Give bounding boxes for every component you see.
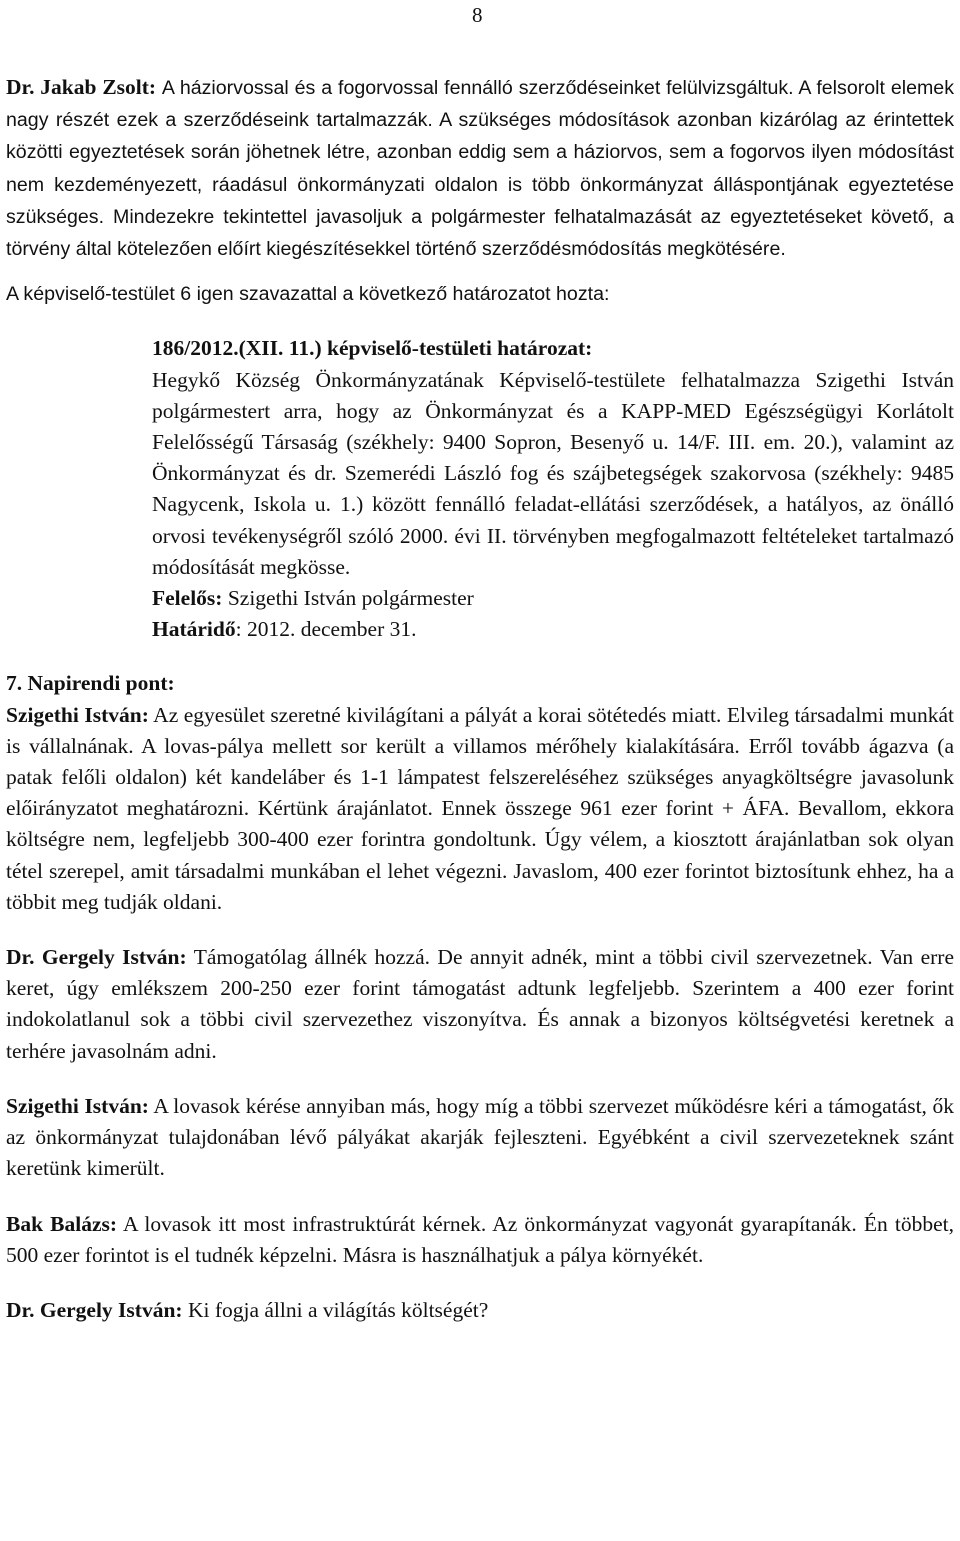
speaker-name: Szigethi István: [6, 702, 149, 727]
paragraph-text: Az egyesület szeretné kivilágítani a pályát a korai sötétedés miatt. Elvileg társadalmi munkát is vállalnának. A lovas-pálya mellett sor került a villamos mérőhely kialakítására. Erről tovább ágazva (a patak felőli oldalon) két kandeláber és 1-1 lámpatest felszereléséhez szükséges anyagköltségre javasolunk előirányzatot meghatározni. Kértünk árajánlatot. Ennek összege 961 ezer forint + ÁFA. Bevallom, ekkora költségre nem, legfeljebb 300-400 ezer forintra gondoltunk. Úgy vélem, a kiosztott árajánlatban sok olyan tétel szerepel, amit társadalmi munkában el lehet végezni. Javaslom, 400 ezer forintot biztosítunk ehhez, ha a többit meg tudják oldani. [6, 702, 954, 914]
deadline-label: Határidő [152, 617, 236, 642]
speaker-name: Dr. Gergely István: [6, 1297, 183, 1322]
paragraph-text: Ki fogja állni a világítás költségét? [182, 1297, 489, 1322]
responsible-label: Felelős: [152, 586, 223, 611]
page-number: 8 [472, 3, 483, 27]
resolution-deadline [152, 614, 954, 645]
speaker-name: Bak Balázs: [6, 1211, 118, 1236]
speaker-name: Dr. Jakab Zsolt: [6, 75, 157, 99]
deadline-value: : 2012. december 31. [235, 617, 417, 642]
agenda-heading: 7. Napirendi pont: [6, 671, 175, 696]
document-body [6, 72, 954, 1326]
paragraph-gergely-2 [6, 1295, 954, 1326]
paragraph-text: Támogatólag állnék hozzá. De annyit adnék, mint a többi civil szervezetnek. Van erre keret, úgy emlékszem 200-250 ezer forint támogatást adtunk legfeljebb. Szerintem a 400 ezer forint indokolatlanul sok a többi civil szervezethez viszonyítva. És annak a bizonyos költségvetési keretnek a terhére javasolnám adni. [6, 945, 954, 1063]
paragraph-jakab-zsolt [6, 72, 954, 265]
paragraph-text: A lovasok itt most infrastruktúrát kérnek. Az önkormányzat vagyonát gyarapítanák. Én többet, 500 ezer forintot is el tudnék képzelni. Másra is használhatjuk a pálya környékét. [6, 1211, 955, 1267]
speaker-name: Szigethi István: [6, 1093, 149, 1118]
responsible-value: Szigethi István polgármester [222, 586, 474, 611]
resolution-body: Hegykő Község Önkormányzatának Képviselő-testülete felhatalmazza Szigethi István polgármestert arra, hogy az Önkormányzat és a KAPP-MED Egészségügyi Korlátolt Felelősségű Társaság (székhely: 9400 Sopron, Besenyő u. 14/F. III. em. 20.), valamint az Önkormányzat és dr. Szemerédi László fog és szájbetegségek szakorvosa (székhely: 9485 Nagycenk, Iskola u. 1.) között fennálló feladat-ellátási szerződések, a hatályos, az önálló orvosi tevékenységről szóló 2000. évi II. törvényben megfogalmazott feltételeket tartalmazó módosítását megkösse. [152, 367, 954, 579]
paragraph-gergely-1 [6, 942, 954, 1067]
paragraph-szigethi-1 [6, 700, 954, 918]
resolution-block [152, 333, 954, 645]
vote-statement: A képviselő-testület 6 igen szavazattal a következő határozatot hozta: [6, 283, 610, 306]
paragraph-szigethi-2 [6, 1091, 954, 1185]
resolution-responsible [152, 583, 954, 614]
paragraph-text: A lovasok kérése annyiban más, hogy míg a többi szervezet működésre kéri a támogatást, ők az önkormányzat tulajdonában lévő pályákat akarják fejleszteni. Egyébként a civil szervezeteknek szánt keretünk kimerült. [6, 1093, 954, 1181]
speaker-name: Dr. Gergely István: [6, 945, 187, 970]
resolution-heading: 186/2012.(XII. 11.) képviselő-testületi határozat: [152, 336, 593, 361]
paragraph-bak-balazs [6, 1209, 954, 1271]
paragraph-text: A háziorvossal és a fogorvossal fennálló szerződéseinket felülvizsgáltuk. A felsorolt elemek nagy részét ezek a szerződéseink tartalmazzák. A szükséges módosítások azonban kizárólag az érintettek közötti egyeztetések során jöhetnek létre, azonban eddig sem a háziorvos, sem a fogorvos ilyen módosítást nem kezdeményezett, ráadásul önkormányzati oldalon is több önkormányzat álláspontjának egyeztetése szükséges. Mindezekre tekintettel javasoljuk a polgármester felhatalmazását az egyeztetéseket követő, a törvény által kötelezően előírt kiegészítésekkel történő szerződésmódosítás megkötésére. [6, 77, 955, 261]
